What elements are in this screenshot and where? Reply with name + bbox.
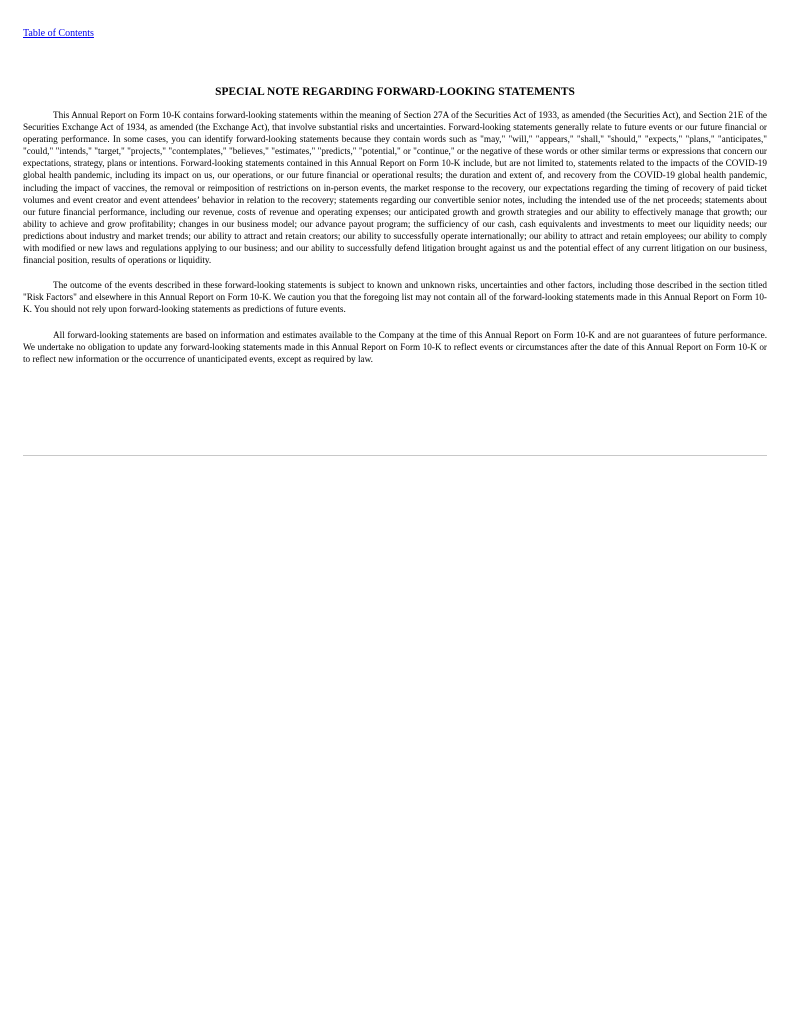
paragraph-risk-outcome: The outcome of the events described in these forward-looking statements is subject to known and unknown risks, uncertainties and other factors, including those described in the section titled "Risk Factors" and elsewhere in this Annual Report on Form 10-K. We caution you that the foregoing list may not contain all of the forward-looking statements made in this Annual Report on Form 10-K. You should not rely upon forward-looking statements as predictions of future events.	[23, 280, 767, 315]
table-of-contents-link[interactable]: Table of Contents	[23, 28, 94, 39]
paragraph-forward-looking-intro: This Annual Report on Form 10-K contains forward-looking statements within the meaning of Section 27A of the Securities Act of 1933, as amended (the Securities Act), and Section 21E of the Securities Exchange Act of 1934, as amended (the Exchange Act), that involve substantial risks and uncertainties. Forward-looking statements generally relate to future events or our future financial or operating performance. In some cases, you can identify forward-looking statements because they contain words such as "may," "will," "appears," "shall," "should," "expects," "plans," "anticipates," "could," "intends," "target," "projects," "contemplates," "believes," "estimates," "predicts," "potential," or "continue," or the negative of these words or other similar terms or expressions that concern our expectations, strategy, plans or intentions. Forward-looking statements contained in this Annual Report on Form 10-K include, but are not limited to, statements related to the impacts of the COVID-19 global health pandemic, including its impact on us, our operations, or our future financial or operational results; the duration and extent of, and recovery from the COVID-19 global health pandemic, including the impact of vaccines, the removal or reimposition of restrictions on in-person events, the market response to the recovery, our expectations regarding the timing of recovery of paid ticket volumes and event creator and event attendees’ behavior in relation to the recovery; statements regarding our convertible senior notes, including the intended use of the net proceeds; statements about our future financial performance, including our revenue, costs of revenue and operating expenses; our anticipated growth and growth strategies and our ability to effectively manage that growth; our ability to achieve and grow profitability; changes in our business model; our advance payout program; the sufficiency of our cash, cash equivalents and investments to meet our liquidity needs; our predictions about industry and market trends; our ability to attract and retain creators; our ability to successfully operate internationally; our ability to attract and retain employees; our ability to comply with modified or new laws and regulations applying to our business; and our ability to successfully defend litigation brought against us and the potential effect of any current litigation on our business, financial position, results of operations or liquidity.	[23, 110, 767, 266]
paragraph-no-obligation: All forward-looking statements are based on information and estimates available to the Company at the time of this Annual Report on Form 10-K and are not guarantees of future performance. We undertake no obligation to update any forward-looking statements made in this Annual Report on Form 10-K to reflect events or circumstances after the date of this Annual Report on Form 10-K or to reflect new information or the occurrence of unanticipated events, except as required by law.	[23, 329, 767, 364]
section-body	[23, 109, 767, 378]
page-divider	[23, 455, 767, 456]
section-title: SPECIAL NOTE REGARDING FORWARD-LOOKING STATEMENTS	[215, 86, 575, 98]
